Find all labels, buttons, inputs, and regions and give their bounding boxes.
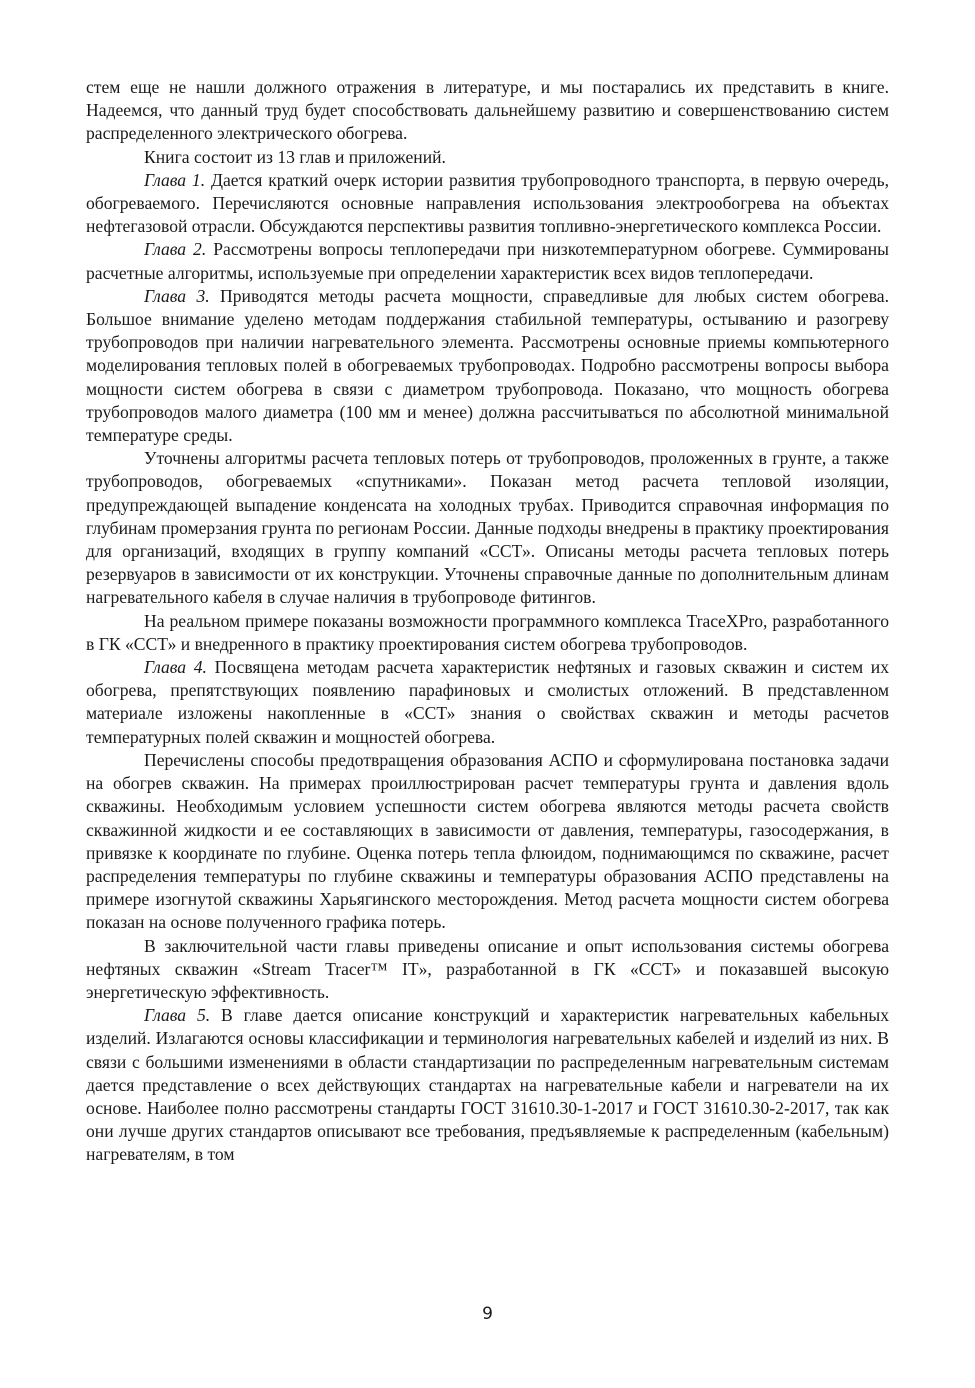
paragraph-text: На реальном примере показаны возможности программного комплекса TraceXPro, разработанного в ГК «ССТ» и внедренного в практику проектирования систем обогрева трубопроводов. (86, 610, 889, 654)
chapter-label: Глава 1. (144, 169, 206, 190)
paragraph-book-structure (86, 146, 889, 169)
paragraph-text: В главе дается описание конструкций и характеристик нагревательных кабельных изделий. Излагаются основы классификации и терминология нагревательных кабелей и изделий из них. В связи с большими изменениями в области стандартизации по распределенным нагревательным системам дается представление о всех действующих стандартах на нагревательные кабели и нагреватели на их основе. Наиболее полно рассмотрены стандарты ГОСТ 31610.30-1-2017 и ГОСТ 31610.30-2-2017, так как они лучше других стандартов описывают все требования, предъявляемые к распределенным (кабельным) нагревателям, в том (86, 1005, 889, 1165)
paragraph-chapter-3-tracexpro (86, 610, 889, 656)
paragraph-intro-continuation (86, 76, 889, 146)
paragraph-chapter-4-conclusion (86, 935, 889, 1005)
paragraph-text: Уточнены алгоритмы расчета тепловых потерь от трубопроводов, проложенных в грунте, а также трубопроводов, обогреваемых «спутниками». Показан метод расчета тепловой изоляции, предупреждающей выпадение конденсата на холодных трубах. Приводится справочная информация по глубинам промерзания грунта по регионам России. Данные подходы внедрены в практику проектирования для организаций, входящих в группу компаний «ССТ». Описаны методы расчета тепловых потерь резервуаров в зависимости от их конструкции. Уточнены справочные данные по дополнительным длинам нагревательного кабеля в случае наличия в трубопроводе фитингов. (86, 448, 889, 608)
chapter-label: Глава 3. (144, 285, 210, 306)
chapter-label: Глава 4. (144, 657, 207, 678)
paragraph-chapter-3 (86, 285, 889, 447)
paragraph-text: Посвящена методам расчета характеристик нефтяных и газовых скважин и систем их обогрева, препятствующих появлению парафиновых и смолистых отложений. В представленном материале изложены накопленные в «ССТ» знания о свойствах скважин и методы расчетов температурных полей скважин и мощностей обогрева. (86, 657, 889, 747)
paragraph-text: Рассмотрены вопросы теплопередачи при низкотемпературном обогреве. Суммированы расчетные алгоритмы, используемые при определении характеристик всех видов теплопередачи. (86, 239, 889, 283)
paragraph-chapter-1 (86, 169, 889, 239)
paragraph-text: В заключительной части главы приведены описание и опыт использования системы обогрева нефтяных скважин «Stream Tracer™ IT», разработанной в ГК «ССТ» и показавшей высокую энергетическую эффективность. (86, 935, 889, 1002)
paragraph-text: Перечислены способы предотвращения образования АСПО и сформулирована постановка задачи на обогрев скважин. На примерах проиллюстрирован расчет температуры грунта и давления вдоль скважины. Необходимым условием успешности систем обогрева являются методы расчета свойств скважинной жидкости и ее составляющих в зависимости от давления, температуры, газосодержания, в привязке к координате по глубине. Оценка потерь тепла флюидом, поднимающимся по скважине, расчет распределения температуры по глубине скважины и температуры образования АСПО представлены на примере изогнутой скважины Харьягинского месторождения. Метод расчета мощности систем обогрева показан на основе полученного графика потерь. (86, 749, 889, 933)
paragraph-chapter-4-aspo (86, 749, 889, 935)
paragraph-chapter-3-heat-loss (86, 447, 889, 609)
paragraph-text: Книга состоит из 13 глав и приложений. (144, 146, 446, 167)
paragraph-text: Дается краткий очерк истории развития трубопроводного транспорта, в первую очередь, обогреваемого. Перечисляются основные направления использования электрообогрева на объектах нефтегазовой отрасли. Обсуждаются перспективы развития топливно-энергетического комплекса России. (86, 169, 889, 237)
chapter-label: Глава 2. (144, 239, 207, 260)
chapter-label: Глава 5. (144, 1005, 211, 1026)
page-number: 9 (482, 1304, 493, 1324)
paragraph-chapter-2 (86, 238, 889, 284)
page-body (86, 76, 889, 1167)
paragraph-chapter-4 (86, 656, 889, 749)
paragraph-text: стем еще не нашли должного отражения в литературе, и мы постарались их представить в книге. Надеемся, что данный труд будет способствовать дальнейшему развитию и совершенствованию систем распределенного электрического обогрева. (86, 77, 889, 144)
paragraph-text: Приводятся методы расчета мощности, справедливые для любых систем обогрева. Большое внимание уделено методам поддержания стабильной температуры, остыванию и разогреву трубопроводов при наличии нагревательного элемента. Рассмотрены основные приемы компьютерного моделирования тепловых полей в обогреваемых трубопроводах. Подробно рассмотрены вопросы выбора мощности систем обогрева в связи с диаметром трубопровода. Показано, что мощность обогрева трубопроводов малого диаметра (100 мм и менее) должна рассчитываться по абсолютной минимальной температуре среды. (86, 285, 889, 446)
paragraph-chapter-5 (86, 1004, 889, 1166)
